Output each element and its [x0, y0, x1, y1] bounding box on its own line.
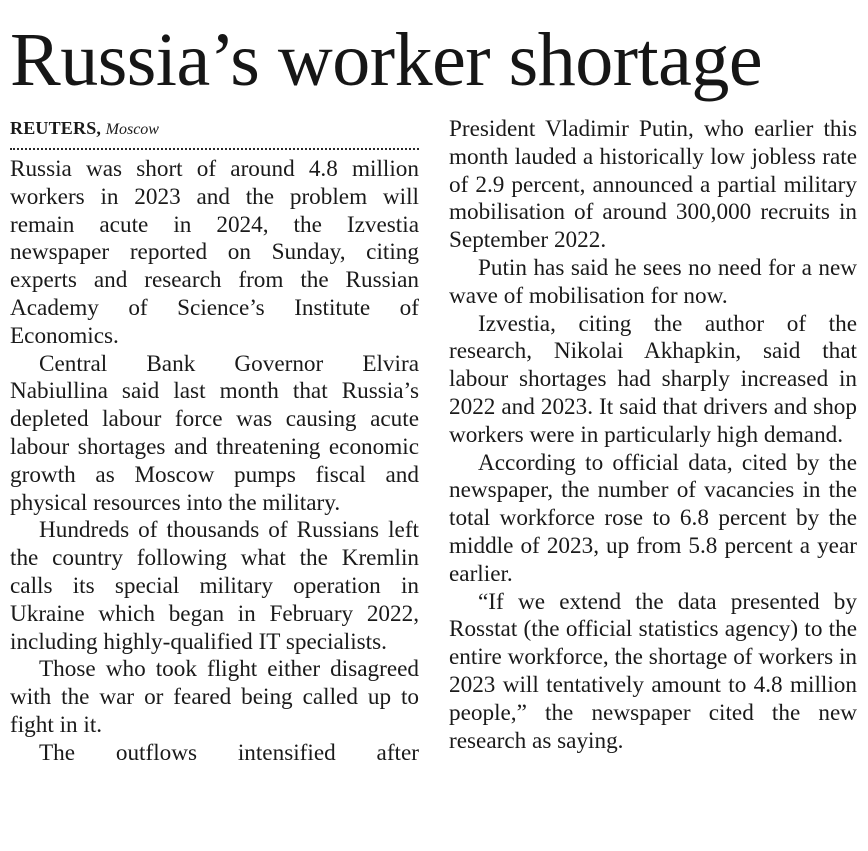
article-paragraph: According to official data, cited by the newspaper, the number of vacancies in the total workforce rose to 6.8 percent by the middle of 2023, up from 5.8 percent a year earlier.	[449, 449, 857, 587]
article-paragraph: Izvestia, citing the author of the research, Nikolai Akhapkin, said that labour shortages had sharply increased in 2022 and 2023. It said that drivers and shop workers were in particularly high demand.	[449, 310, 857, 448]
byline	[10, 116, 419, 150]
article-paragraph: President Vladimir Putin, who earlier this month lauded a historically low jobless rate of 2.9 percent, announced a partial military mobilisation of around 300,000 recruits in September 2022.	[449, 116, 857, 254]
article-paragraph: The outflows intensified after	[39, 739, 419, 766]
article-paragraph: Putin has said he sees no need for a new wave of mobilisation for now.	[449, 254, 857, 309]
left-column	[10, 116, 419, 768]
article-paragraph: “If we extend the data presented by Rosstat (the official statistics agency) to the entire workforce, the shortage of workers in 2023 will tentatively amount to 4.8 million people,” the newspaper cited the new research as saying.	[449, 588, 857, 754]
article-paragraph: Central Bank Governor Elvira Nabiullina said last month that Russia’s depleted labour force was causing acute labour shortages and threatening economic growth as Moscow pumps fiscal and physical resources into the military.	[10, 350, 419, 516]
byline-location: Moscow	[105, 121, 159, 138]
article-paragraph: Hundreds of thousands of Russians left the country following what the Kremlin calls its special military operation in Ukraine which began in February 2022, including highly-qualified IT specialists.	[10, 517, 419, 655]
article-paragraph: Russia was short of around 4.8 million workers in 2023 and the problem will remain acute in 2024, the Izvestia newspaper reported on Sunday, citing experts and research from the Russian Academy of Science’s Institute of Economics.	[10, 156, 419, 349]
right-column	[449, 116, 857, 755]
article-paragraph: Those who took flight either disagreed with the war or feared being called up to fight in it.	[10, 656, 419, 738]
headline: Russia’s worker shortage	[10, 18, 763, 102]
byline-agency: REUTERS,	[10, 118, 102, 138]
